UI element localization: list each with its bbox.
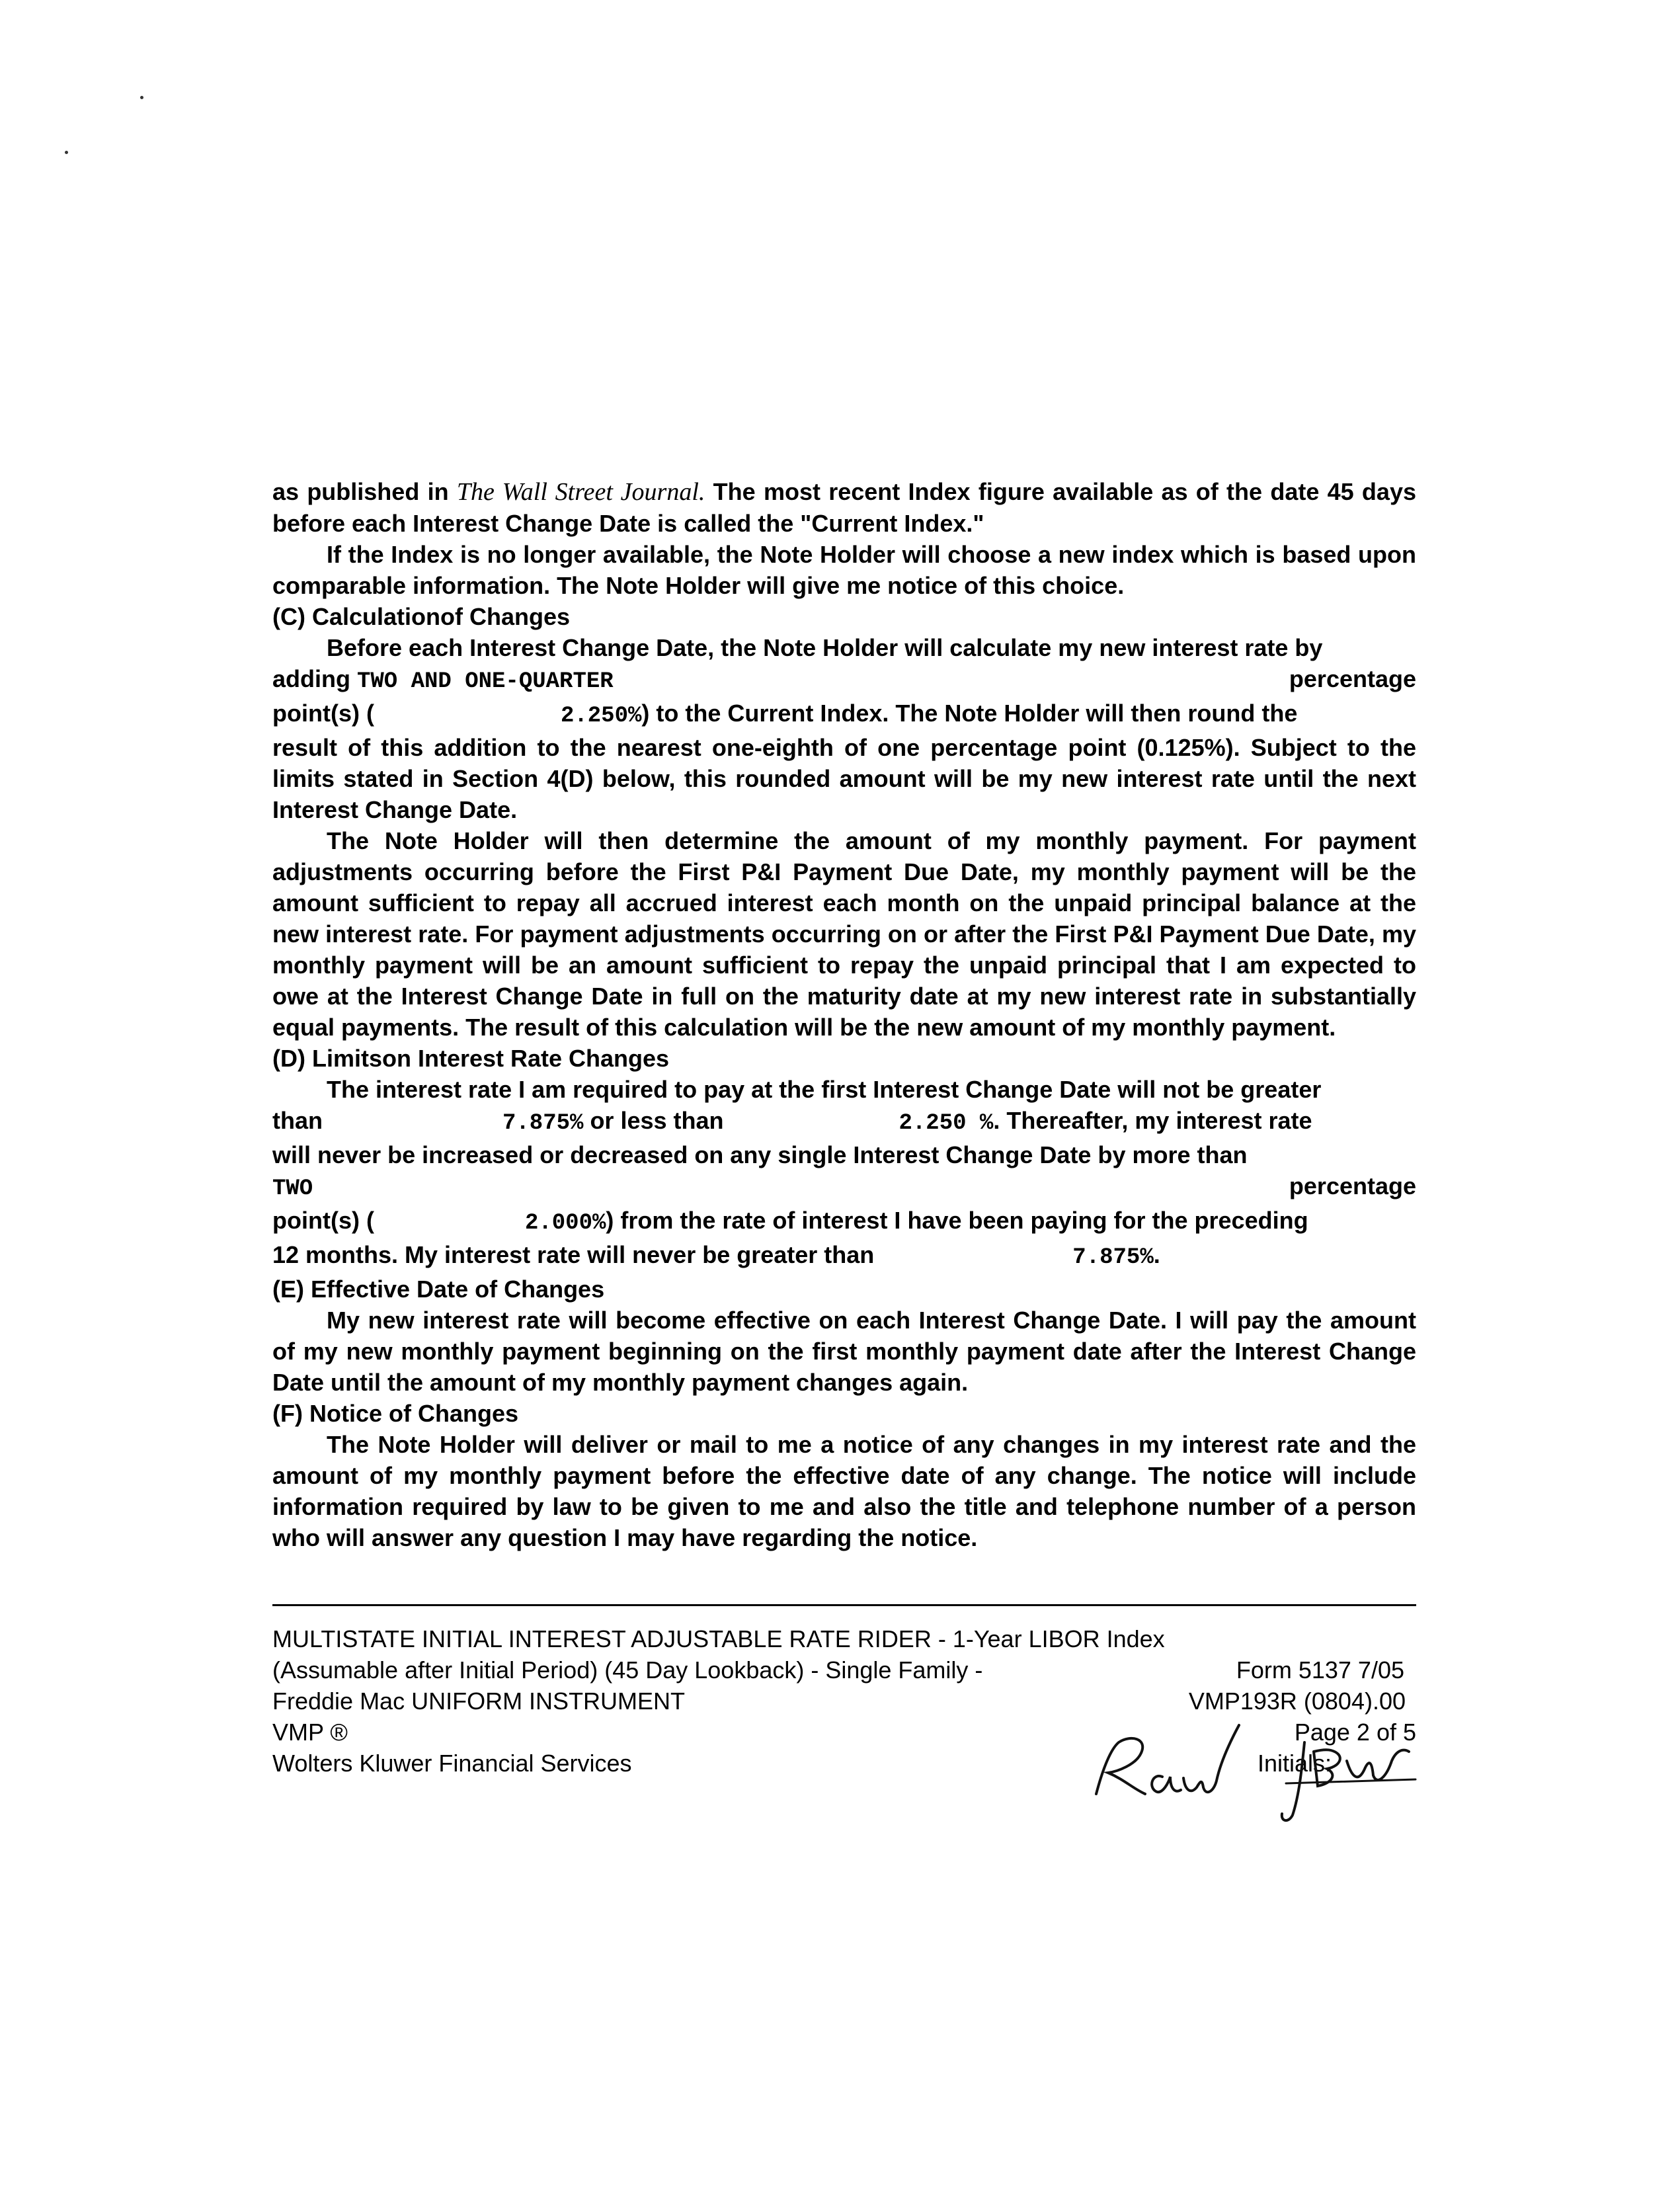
footer-title: MULTISTATE INITIAL INTEREST ADJUSTABLE RATE RIDER - 1-Year LIBOR Index xyxy=(272,1625,1165,1652)
margin-percent-line: point(s) ( 2.250%) to the Current Index. The Note Holder will then round the xyxy=(272,700,1298,729)
vmp-mark: VMP ® xyxy=(272,1719,348,1746)
paragraph-index-source: as published in The Wall Street Journal. The most recent Index figure available as of the date 45 days before each Interest Change Date is called the "Current Index." xyxy=(272,478,1416,537)
footer-divider xyxy=(272,1604,1416,1606)
heading-effective-date: (E) Effective Date of Changes xyxy=(272,1276,605,1303)
scan-speck xyxy=(140,96,143,99)
company-name: Wolters Kluwer Financial Services xyxy=(272,1750,632,1777)
paragraph-never-increased: will never be increased or decreased on any single Interest Change Date by more than xyxy=(272,1141,1248,1168)
paragraph-effective-date: My new interest rate will become effective on each Interest Change Date. I will pay the amount of my new monthly payment beginning on the first monthly payment date after the Interest Change Date until the amount of my monthly payment changes again. xyxy=(272,1307,1416,1396)
paragraph-index-unavailable: If the Index is no longer available, the Note Holder will choose a new index which is based upon comparable information. The Note Holder will give me notice of this choice. xyxy=(272,541,1416,599)
margin-words: TWO AND ONE-QUARTER xyxy=(357,669,614,694)
vmp-code: VMP193R (0804).00 xyxy=(1188,1687,1406,1715)
margin-words-line: adding TWO AND ONE-QUARTER percentage xyxy=(272,665,1416,694)
cap-percent-line: point(s) ( 2.000%) from the rate of interest I have been paying for the preceding xyxy=(272,1207,1308,1236)
paragraph-limits-intro: The interest rate I am required to pay at the first Interest Change Date will not be greater xyxy=(327,1076,1322,1103)
heading-limits-on-changes: (D) Limitson Interest Rate Changes xyxy=(272,1045,670,1072)
lifetime-cap-line: 12 months. My interest rate will never be greater than 7.875%. xyxy=(272,1241,1160,1270)
page-number: Page 2 of 5 xyxy=(1294,1719,1416,1746)
margin-percent: 2.250% xyxy=(560,704,642,729)
paragraph-rounding: result of this addition to the nearest one-eighth of one percentage point (0.125%). Subject to the limits stated in Section 4(D) below, this rounded amount will be my new interest rate until the next Interest Change Date. xyxy=(272,734,1416,823)
initials-label: Initials: xyxy=(1257,1750,1332,1777)
heading-notice-of-changes: (F) Notice of Changes xyxy=(272,1400,519,1427)
scan-speck xyxy=(65,151,68,154)
rider-body xyxy=(272,476,1416,1553)
handwritten-initials-mark xyxy=(1273,1723,1421,1828)
max-first-rate: 7.875% xyxy=(502,1111,584,1136)
cap-percent: 2.000% xyxy=(524,1211,606,1236)
lifetime-cap: 7.875% xyxy=(1072,1245,1154,1270)
first-change-limits-line: than 7.875% or less than 2.250 %. Thereafter, my interest rate xyxy=(272,1107,1312,1136)
paragraph-monthly-payment: The Note Holder will then determine the amount of my monthly payment. For payment adjustments occurring before the First P&I Payment Due Date, my monthly payment will be the amount sufficient to repay all accrued interest each month on the unpaid principal balance at the new interest rate. For payment adjustments occurring on or after the First P&I Payment Due Date, my monthly payment will be an amount sufficient to repay the unpaid principal that I am expected to owe at the Interest Change Date in full on the maturity date at my new interest rate in substantially equal payments. The result of this calculation will be the new amount of my monthly payment. xyxy=(272,827,1416,1041)
heading-calculation-of-changes: (C) Calculationof Changes xyxy=(272,603,571,630)
form-footer xyxy=(272,1623,1416,1779)
paragraph-calculation-intro: Before each Interest Change Date, the Note Holder will calculate my new interest rate by xyxy=(327,634,1323,661)
journal-name: The Wall Street Journal. xyxy=(456,478,705,506)
paragraph-notice: The Note Holder will deliver or mail to me a notice of any changes in my interest rate and the amount of my monthly payment before the effective date of any change. The notice will include information required by law to be given to me and also the title and telephone number of a person who will answer any question I may have regarding the notice. xyxy=(272,1431,1416,1551)
min-first-rate: 2.250 % xyxy=(899,1111,994,1136)
footer-instrument: Freddie Mac UNIFORM INSTRUMENT xyxy=(272,1687,686,1715)
form-number: Form 5137 7/05 xyxy=(1236,1656,1404,1684)
footer-subtitle: (Assumable after Initial Period) (45 Day Lookback) - Single Family - xyxy=(272,1656,983,1684)
cap-words: TWO xyxy=(272,1176,313,1201)
cap-words-line: TWO percentage xyxy=(272,1170,1416,1205)
handwritten-initials-signature xyxy=(1084,1716,1243,1815)
